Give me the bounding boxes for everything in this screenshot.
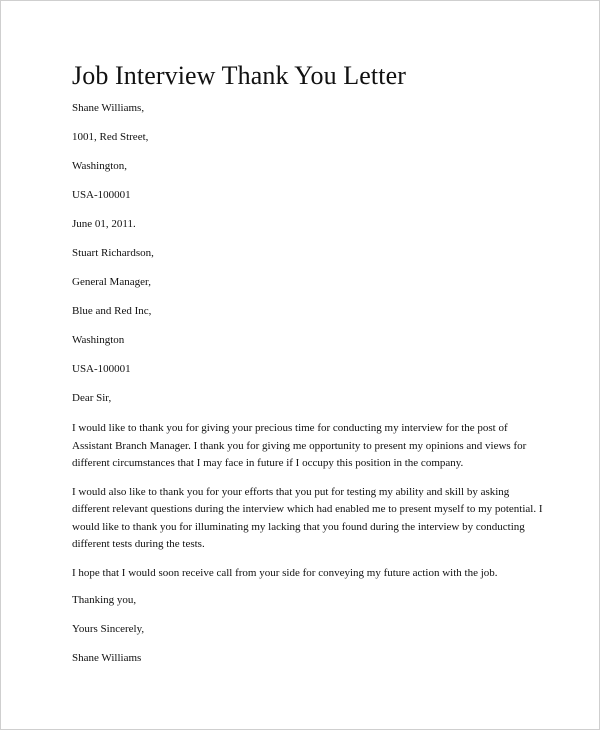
body-paragraph: I hope that I would soon receive call from your side for conveying my future action with the job.: [72, 566, 498, 579]
closing-thanks: Thanking you,: [72, 594, 137, 606]
letter-date: June 01, 2011.: [72, 218, 136, 230]
recipient-title: General Manager,: [72, 276, 151, 288]
recipient-company: Blue and Red Inc,: [72, 305, 152, 317]
body-paragraph: I would also like to thank you for your efforts that you put for testing my ability and skill by asking different relevant questions during the interview which had enabled me to present myself to my potential. I would like to thank you for illuminating my lacking that you found during the interview by conducting different tests during the tests.: [72, 485, 543, 550]
recipient-zip: USA-100001: [72, 363, 131, 375]
recipient-name: Stuart Richardson,: [72, 247, 154, 259]
recipient-city: Washington: [72, 334, 125, 346]
letter-content: [72, 59, 547, 680]
closing-sincerely: Yours Sincerely,: [72, 623, 145, 635]
sender-name: Shane Williams,: [72, 102, 145, 114]
sender-zip: USA-100001: [72, 189, 131, 201]
page-title: Job Interview Thank You Letter: [72, 61, 406, 90]
body-paragraph: I would like to thank you for giving your precious time for conducting my interview for the post of Assistant Branch Manager. I thank you for giving me opportunity to present my opinions and views for different circumstances that I may face in future if I occupy this position in the company.: [72, 422, 527, 469]
sender-city: Washington,: [72, 160, 128, 172]
signature: Shane Williams: [72, 652, 142, 664]
salutation: Dear Sir,: [72, 392, 112, 404]
sender-street: 1001, Red Street,: [72, 131, 149, 143]
